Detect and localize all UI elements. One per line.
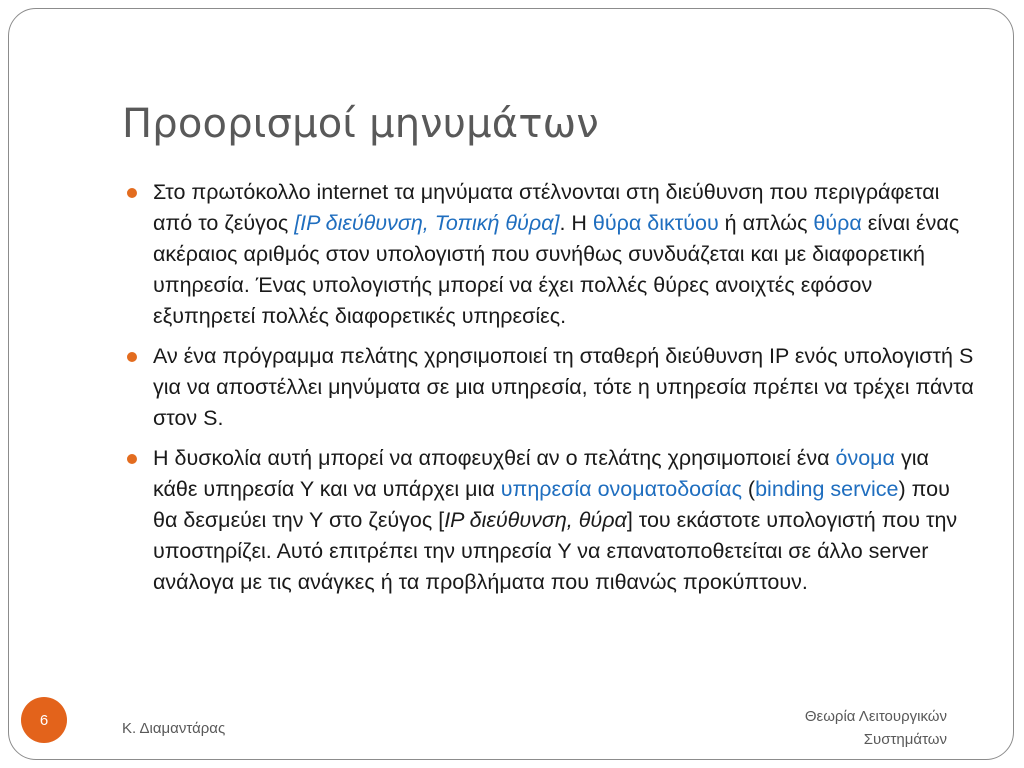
text-segment: για κάθε υπηρεσία Υ και να υπάρχει μια — [153, 446, 929, 501]
highlight-term: όνομα — [835, 446, 895, 470]
page-number-badge: 6 — [21, 697, 67, 743]
bullet-text — [153, 344, 974, 430]
highlight-term: binding service — [755, 477, 899, 501]
footer-course-title — [805, 705, 947, 751]
italic-term: IP διεύθυνση, θύρα — [444, 508, 627, 532]
slide-frame — [8, 8, 1014, 760]
footer-author: Κ. Διαμαντάρας — [122, 720, 226, 737]
text-segment: Στο πρωτόκολλο internet τα μηνύματα στέλνονται στη διεύθυνση που περιγράφεται από το ζεύγος — [153, 180, 940, 235]
bullet-dot-icon — [127, 188, 137, 198]
highlight-term: θύρα δικτύου — [592, 211, 719, 235]
highlight-term: υπηρεσία ονοματοδοσίας — [500, 477, 742, 501]
text-segment: Αν ένα πρόγραμμα πελάτης χρησιμοποιεί τη σταθερή διεύθυνση IP ενός υπολογιστή S για να αποστέλλει μηνύματα σε μια υπηρεσία, τότε η υπηρεσία πρέπει να τρέχει πάντα στον S. — [153, 344, 974, 430]
highlight-term: θύρα — [813, 211, 862, 235]
bullet-dot-icon — [127, 454, 137, 464]
text-segment: . Η — [559, 211, 593, 235]
slide-title: Προορισμοί μηνυμάτων — [122, 101, 599, 147]
bullet-list — [127, 177, 977, 607]
bullet-dot-icon — [127, 352, 137, 362]
highlight-term: [IP διεύθυνση, Τοπική θύρα] — [294, 211, 560, 235]
bullet-item — [127, 443, 977, 598]
bullet-item — [127, 341, 977, 434]
bullet-item — [127, 177, 977, 332]
text-segment: ( — [741, 477, 756, 501]
text-segment: ) που θα δεσμεύει την Υ στο ζεύγος [ — [153, 477, 950, 532]
text-segment: είναι ένας ακέραιος αριθμός στον υπολογιστή που συνήθως συνδυάζεται και με διαφορετική υπηρεσία. Ένας υπολογιστής μπορεί να έχει πολλές θύρες ανοιχτές εφόσον εξυπηρετεί πολλές διαφορετικές υπηρεσίες. — [153, 211, 960, 328]
text-segment: ή απλώς — [718, 211, 814, 235]
bullet-text — [153, 446, 957, 594]
bullet-text — [153, 180, 959, 328]
text-segment: ] του εκάστοτε υπολογιστή που την υποστηρίζει. Αυτό επιτρέπει την υπηρεσία Υ να επανατοποθετείται σε άλλο server ανάλογα με τις ανάγκες ή τα προβλήματα που πιθανώς προκύπτουν. — [153, 508, 958, 594]
text-segment: Η δυσκολία αυτή μπορεί να αποφευχθεί αν ο πελάτης χρησιμοποιεί ένα — [153, 446, 836, 470]
footer-course-line: Θεωρία Λειτουργικών — [804, 708, 947, 725]
footer-course-line: Συστημάτων — [863, 731, 947, 748]
